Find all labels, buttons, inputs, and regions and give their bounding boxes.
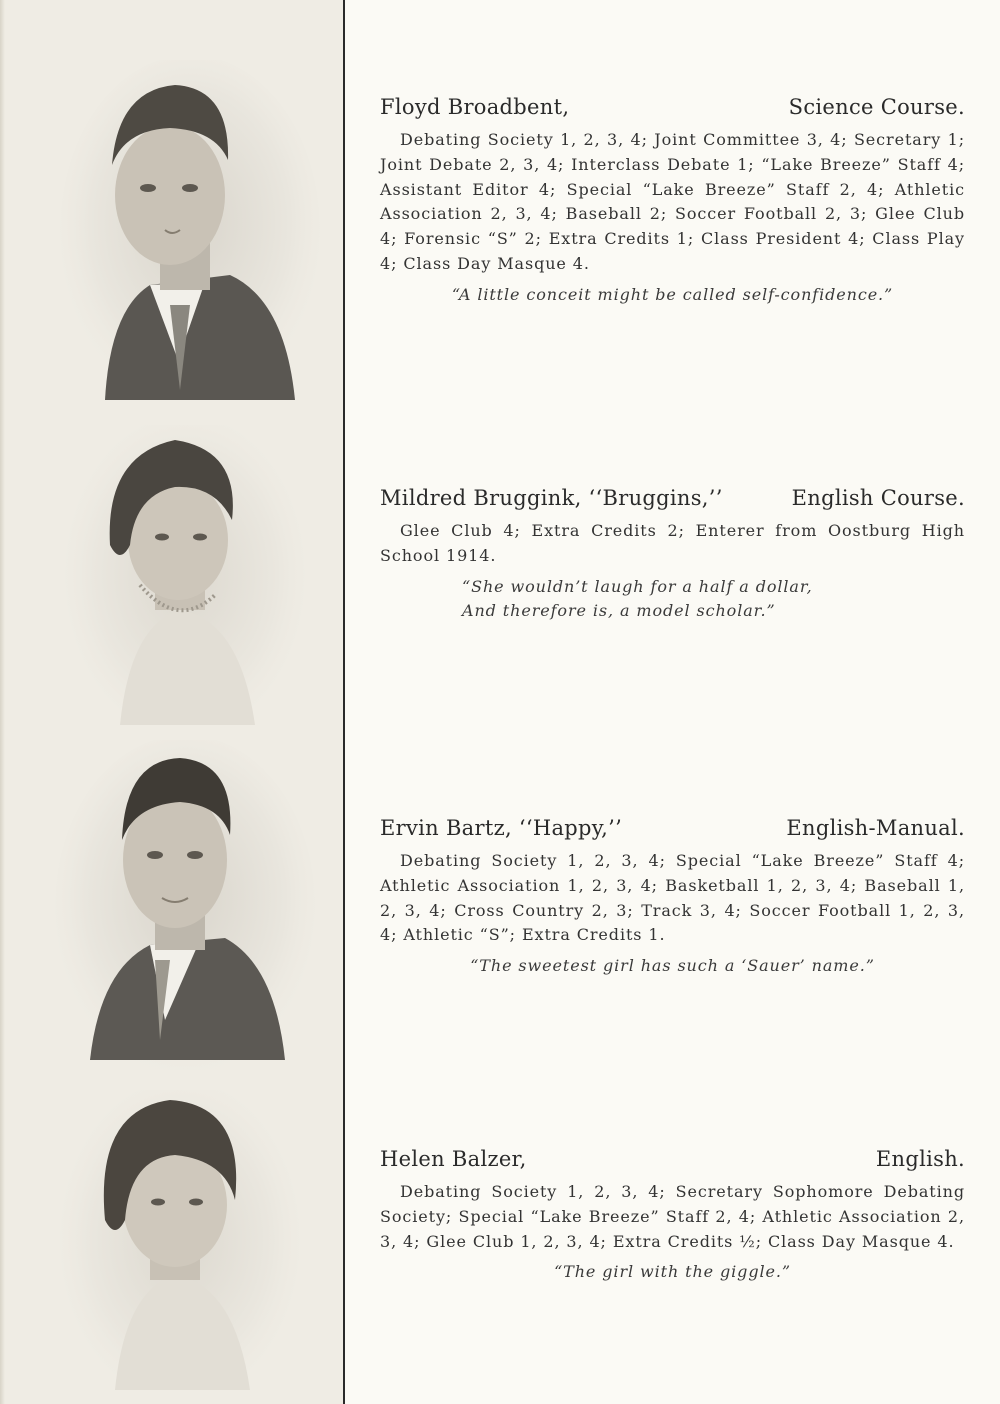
quote-text: “The girl with the giggle.” [554,1262,791,1282]
student-name: Floyd Broadbent, [380,95,570,119]
portrait-helen-balzer [0,1090,345,1390]
quote-line: And therefore is, a model scholar.” [462,601,776,621]
quote-text: “The sweetest girl has such a ‘Sauer’ name.” [470,956,875,976]
entry-helen-balzer [380,1147,965,1285]
entry-mildred-bruggink [380,486,965,624]
entry-ervin-bartz [380,816,965,979]
portrait-column [0,0,345,1404]
activities-text: Debating Society 1, 2, 3, 4; Joint Committee 3, 4; Secretary 1; Joint Debate 2, 3, 4; Interclass Debate 1; “Lake Breeze” Staff 4; Assistant Editor 4; Special “Lake Breeze” Staff 2, 4; Athletic Association 2, 3, 4; Baseball 2; Soccer Football 2, 3; Glee Club 4; Forensic “S” 2; Extra Credits 1; Class President 4; Class Play 4; Class Day Masque 4. [380,130,965,273]
activities-text: Debating Society 1, 2, 3, 4; Special “Lake Breeze” Staff 4; Athletic Association 1, 2, 3, 4; Basketball 1, 2, 3, 4; Baseball 1, 2, 3, 4; Cross Country 2, 3; Track 3, 4; Soccer Football 1, 2, 3, 4; Athletic “S”; Extra Credits 1. [380,851,965,945]
course-name: English Course. [791,486,965,510]
course-name: English. [875,1147,965,1171]
entry-header [380,1147,965,1171]
portrait-mildred-bruggink [0,425,345,725]
activities-text: Debating Society 1, 2, 3, 4; Secretary Sophomore Debating Society; Special “Lake Breeze” Staff 2, 4; Athletic Association 2, 3, 4; Glee Club 1, 2, 3, 4; Extra Credits ½; Class Day Masque 4. [380,1182,965,1251]
portrait-floyd-broadbent [0,60,345,400]
portrait-ervin-bartz [0,740,345,1070]
student-name: Ervin Bartz, ‘‘Happy,’’ [380,816,623,840]
student-name: Mildred Bruggink, ‘‘Bruggins,’’ [380,486,723,510]
course-name: Science Course. [788,95,965,119]
entry-floyd-broadbent [380,95,965,308]
activities-text: Glee Club 4; Extra Credits 2; Enterer from Oostburg High School 1914. [380,521,965,565]
entry-header [380,95,965,119]
quote-line: “She wouldn’t laugh for a half a dollar, [462,576,813,596]
quote-text [380,575,965,625]
entry-header [380,816,965,840]
course-name: English-Manual. [786,816,965,840]
quote-text: “A little conceit might be called self-confidence.” [451,284,894,304]
student-name: Helen Balzer, [380,1147,527,1171]
entry-header [380,486,965,510]
